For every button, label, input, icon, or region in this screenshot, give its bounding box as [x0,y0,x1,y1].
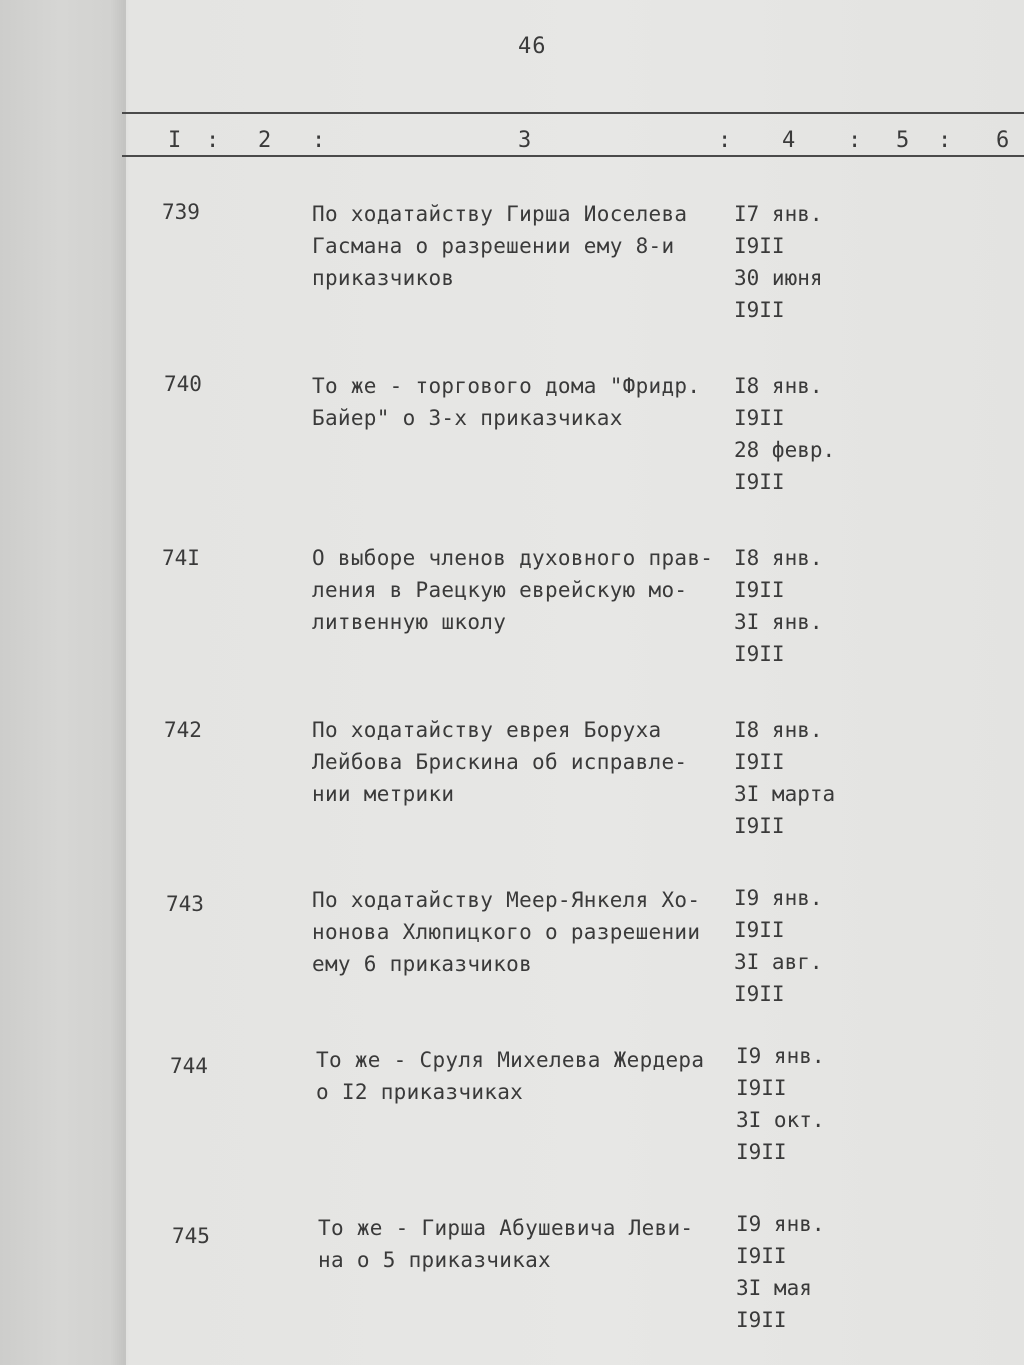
start-year: I9II [734,234,785,258]
start-year: I9II [734,750,785,774]
description-line: приказчиков [312,266,455,290]
description-line: нии метрики [312,782,455,806]
description-line: на о 5 приказчиках [318,1248,551,1272]
start-date: I8 янв. [734,374,823,398]
entry-dates [734,882,823,1010]
end-date: 30 июня [734,266,823,290]
entry-description [312,198,722,294]
end-date: 28 февр. [734,438,836,462]
description-line: нонова Хлюпицкого о разрешении [312,920,701,944]
header-top-rule [122,112,1024,114]
end-date: 3I окт. [736,1108,825,1132]
start-date: I7 янв. [734,202,823,226]
end-date: 3I мая [736,1276,812,1300]
entry-dates [736,1040,825,1168]
entry-number: 745 [172,1224,210,1248]
page-number: 46 [518,34,547,59]
end-year: I9II [736,1308,787,1332]
end-year: I9II [734,642,785,666]
column-separator: : [206,128,220,153]
entry-dates [736,1208,825,1336]
start-date: I8 янв. [734,718,823,742]
description-line: По ходатайству Меер-Янкеля Хо- [312,888,701,912]
description-line: То же - Гирша Абушевича Леви- [318,1216,694,1240]
entry-dates [734,370,835,498]
description-line: То же - Сруля Михелева Жердера [316,1048,705,1072]
column-separator: : [312,128,326,153]
end-date: 3I авг. [734,950,823,974]
start-year: I9II [734,918,785,942]
column-header-2: 2 [258,128,272,153]
entry-number: 742 [164,718,202,742]
column-separator: : [938,128,952,153]
entry-description [312,884,722,980]
end-year: I9II [736,1140,787,1164]
entry-number: 739 [162,200,200,224]
start-date: I9 янв. [734,886,823,910]
description-line: о I2 приказчиках [316,1080,524,1104]
entry-dates [734,198,823,326]
start-year: I9II [734,578,785,602]
entry-number: 74I [162,546,200,570]
entry-description [318,1212,728,1276]
description-line: Байер" о 3-х приказчиках [312,406,623,430]
entry-number: 744 [170,1054,208,1078]
description-line: По ходатайству еврея Боруха [312,718,662,742]
column-separator: : [718,128,732,153]
end-year: I9II [734,298,785,322]
entry-description [316,1044,726,1108]
description-line: То же - торгового дома "Фридр. [312,374,701,398]
start-date: I9 янв. [736,1044,825,1068]
description-line: Гасмана о разрешении ему 8-и [312,234,675,258]
description-line: Лейбова Брискина об исправле- [312,750,688,774]
column-header-5: 5 [896,128,910,153]
start-date: I9 янв. [736,1212,825,1236]
entry-dates [734,714,835,842]
entry-description [312,714,722,810]
end-year: I9II [734,470,785,494]
entry-dates [734,542,823,670]
column-header-6: 6 [996,128,1010,153]
column-header-1: I [168,128,182,153]
description-line: ему 6 приказчиков [312,952,533,976]
column-header-3: 3 [518,128,532,153]
start-year: I9II [734,406,785,430]
entry-number: 740 [164,372,202,396]
left-page-edge [0,0,126,1365]
end-year: I9II [734,982,785,1006]
entry-description [312,542,722,638]
entry-description [312,370,722,434]
end-year: I9II [734,814,785,838]
column-separator: : [848,128,862,153]
description-line: По ходатайству Гирша Иоселева [312,202,688,226]
description-line: О выборе членов духовного прав- [312,546,714,570]
end-date: 3I янв. [734,610,823,634]
end-date: 3I марта [734,782,836,806]
column-header-4: 4 [782,128,796,153]
entry-number: 743 [166,892,204,916]
description-line: литвенную школу [312,610,507,634]
start-date: I8 янв. [734,546,823,570]
start-year: I9II [736,1244,787,1268]
description-line: ления в Раецкую еврейскую мо- [312,578,688,602]
header-bottom-rule [122,155,1024,157]
start-year: I9II [736,1076,787,1100]
